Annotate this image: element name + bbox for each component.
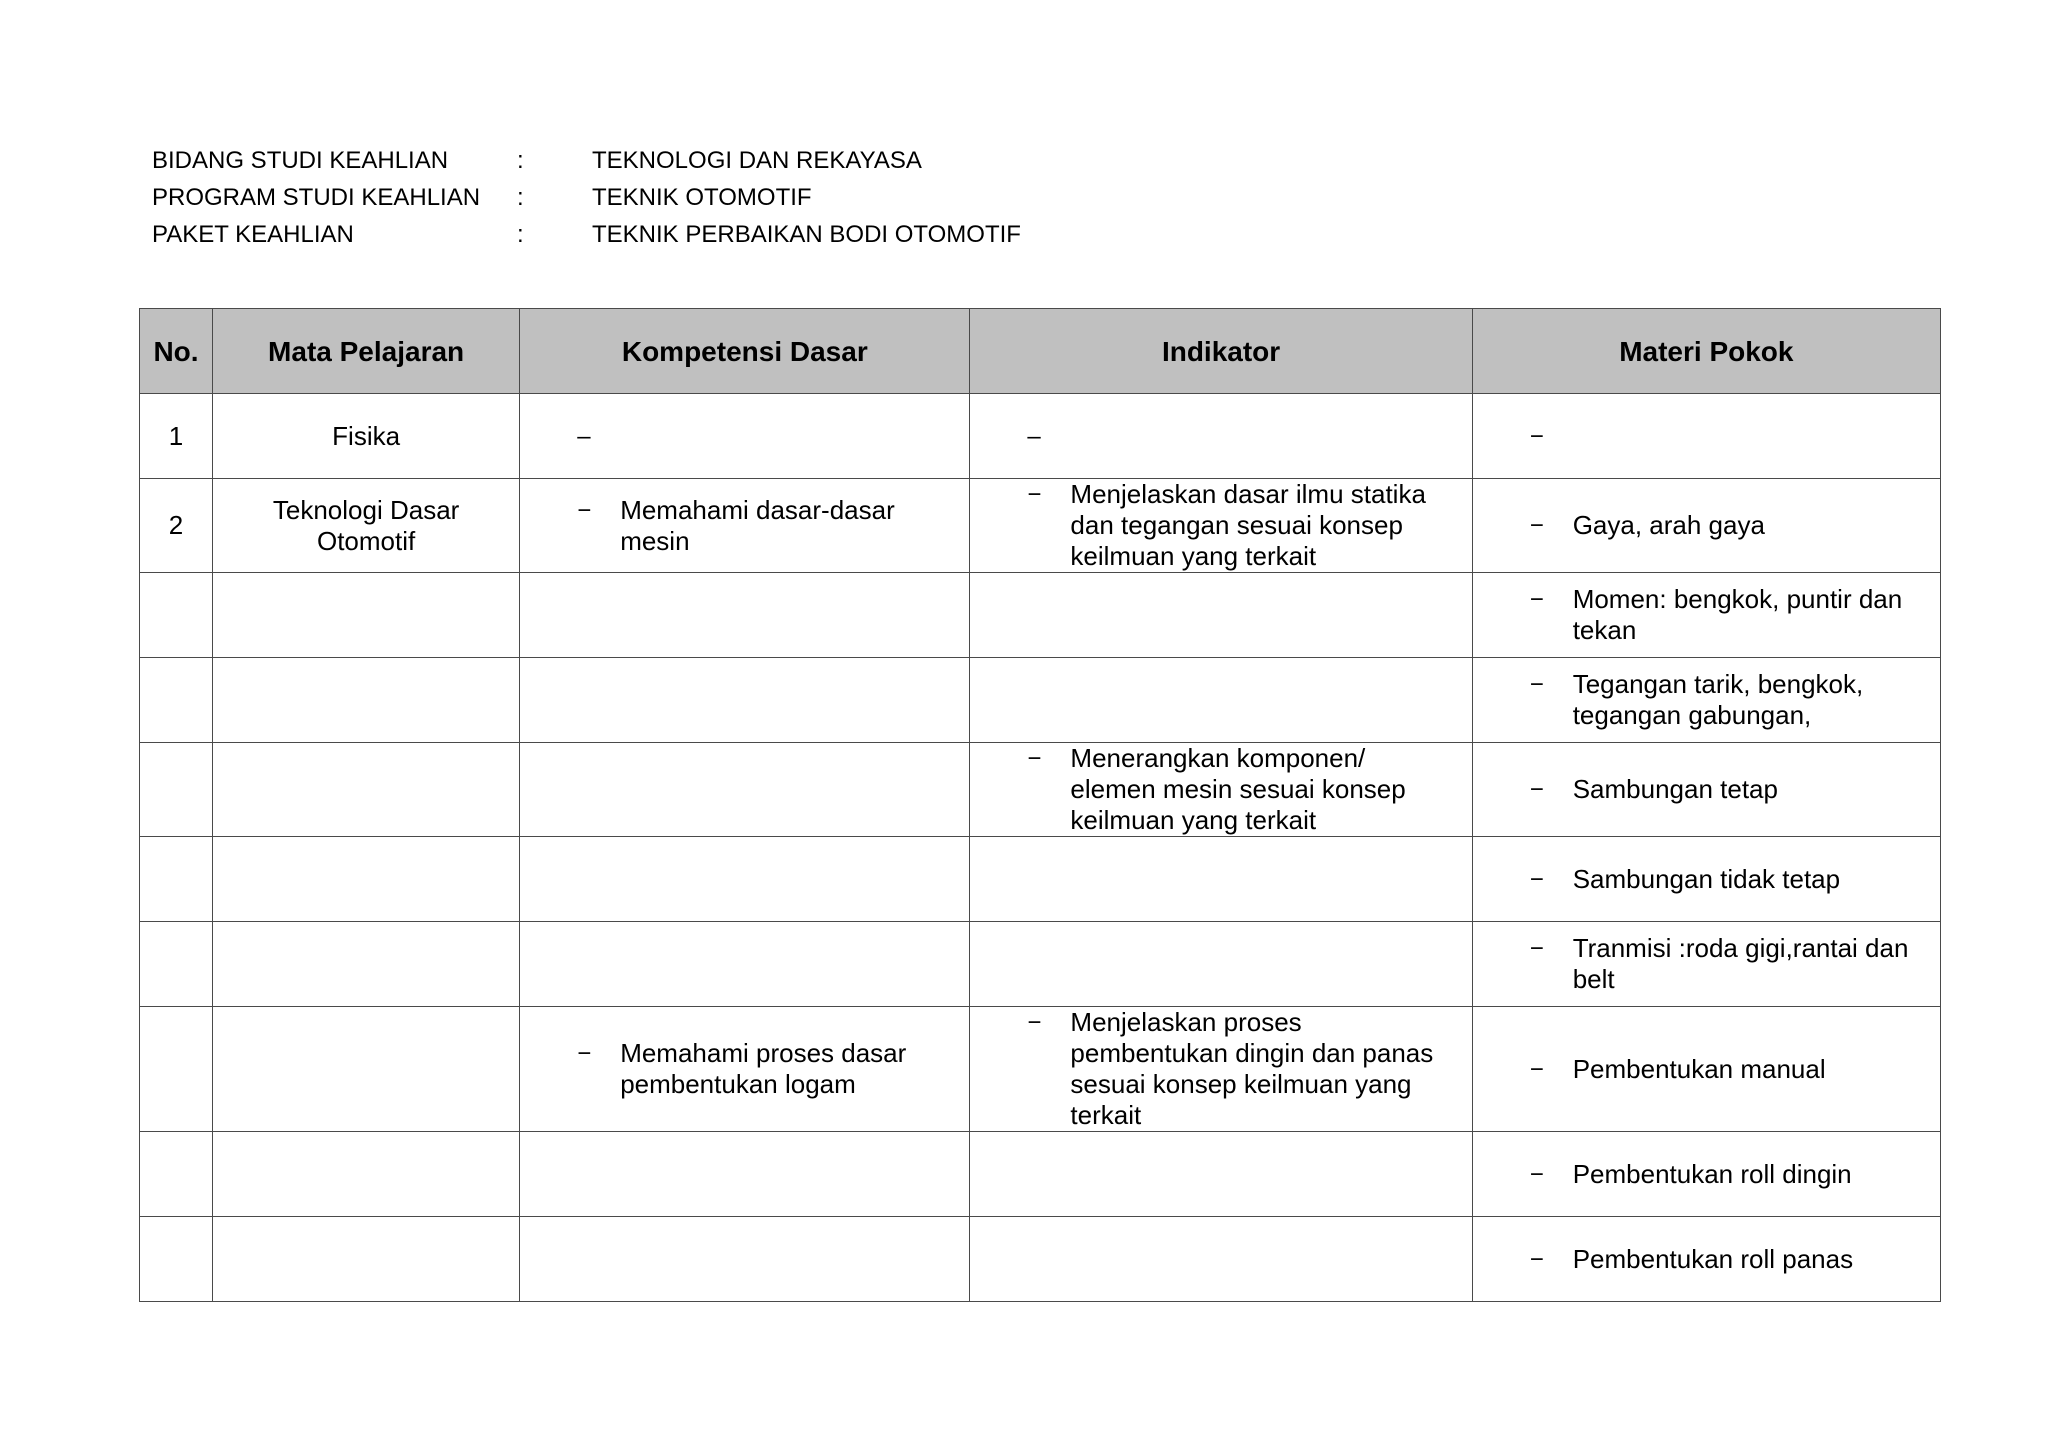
cell-materi [1472, 922, 1940, 1007]
materi-text: Pembentukan roll panas [1572, 1243, 1854, 1274]
curriculum-table [139, 308, 1941, 1302]
header-label: BIDANG STUDI KEAHLIAN [152, 147, 449, 174]
dash-marker: − [1529, 776, 1544, 803]
cell-kd [520, 479, 970, 573]
kd-text: Memahami dasar-dasar mesin [620, 494, 895, 556]
cell-no [140, 837, 213, 922]
dash-marker: − [1027, 1009, 1042, 1036]
table-row [140, 1217, 1941, 1302]
ind-text: Menjelaskan proses pembentukan dingin dan panas sesuai konsep keilmuan yang terkait [1070, 1007, 1434, 1130]
cell-mapel [213, 573, 520, 658]
table-row [140, 479, 1941, 573]
mapel-text: Fisika [332, 420, 401, 451]
cell-mapel [213, 1217, 520, 1302]
dash-marker: − [577, 1040, 592, 1067]
dash-marker: − [1529, 512, 1544, 539]
header-label: PAKET KEAHLIAN [152, 221, 354, 248]
cell-ind [970, 394, 1472, 479]
ind-text: Menerangkan komponen/ elemen mesin sesuai konsep keilmuan yang terkait [1070, 743, 1406, 835]
materi-text: Sambungan tetap [1572, 774, 1778, 804]
cell-materi [1472, 658, 1940, 743]
materi-text: Sambungan tidak tetap [1572, 863, 1841, 894]
cell-kd [520, 743, 970, 837]
kd-text: Memahami proses dasar pembentukan logam [620, 1038, 907, 1099]
dash-marker: − [1027, 481, 1042, 508]
cell-kd [520, 922, 970, 1007]
cell-no [140, 922, 213, 1007]
dash-marker: − [1529, 1055, 1544, 1083]
materi-text: Pembentukan roll dingin [1572, 1158, 1852, 1189]
header-kompetensi-dasar: Kompetensi Dasar [520, 309, 970, 394]
cell-no [140, 1217, 213, 1302]
cell-mapel [213, 922, 520, 1007]
cell-no [140, 743, 213, 837]
dash-marker: − [1529, 1245, 1544, 1273]
header-value: TEKNIK OTOMOTIF [592, 184, 812, 211]
cell-materi [1472, 1217, 1940, 1302]
table-row [140, 743, 1941, 837]
table-row [140, 394, 1941, 479]
cell-kd [520, 573, 970, 658]
cell-ind [970, 1007, 1472, 1132]
dash-marker: − [1529, 586, 1544, 613]
header-materi-pokok: Materi Pokok [1472, 309, 1940, 394]
cell-materi [1472, 743, 1940, 837]
dash-marker: − [577, 496, 592, 524]
header-label: PROGRAM STUDI KEAHLIAN [152, 184, 481, 211]
cell-ind [970, 573, 1472, 658]
header-mata-pelajaran: Mata Pelajaran [213, 309, 520, 394]
cell-mapel [213, 658, 520, 743]
dash-marker: – [1027, 422, 1041, 450]
cell-ind [970, 1217, 1472, 1302]
cell-materi [1472, 573, 1940, 658]
cell-materi [1472, 1132, 1940, 1217]
cell-materi [1472, 479, 1940, 573]
cell-ind [970, 479, 1472, 573]
header-value: TEKNOLOGI DAN REKAYASA [592, 147, 922, 174]
table-row [140, 922, 1941, 1007]
header-colon: : [517, 221, 524, 248]
header-row-program [152, 179, 1021, 216]
cell-mapel [213, 743, 520, 837]
table-row [140, 837, 1941, 922]
cell-mapel [213, 1007, 520, 1132]
header-indikator: Indikator [970, 309, 1472, 394]
document-header [152, 142, 1021, 253]
dash-marker: – [577, 422, 591, 450]
mapel-text: Teknologi Dasar Otomotif [272, 494, 460, 556]
dash-marker: − [1529, 422, 1544, 450]
cell-no [140, 573, 213, 658]
cell-mapel [213, 837, 520, 922]
cell-kd [520, 658, 970, 743]
materi-text: Gaya, arah gaya [1572, 510, 1765, 540]
materi-text: Tranmisi :roda gigi,rantai dan belt [1572, 933, 1909, 994]
cell-no: 2 [140, 479, 213, 573]
cell-materi [1472, 837, 1940, 922]
table-row [140, 1132, 1941, 1217]
header-no: No. [140, 309, 213, 394]
header-colon: : [517, 184, 524, 211]
materi-text: Tegangan tarik, bengkok, tegangan gabungan, [1572, 669, 1864, 730]
header-colon: : [517, 147, 524, 174]
cell-mapel [213, 479, 520, 573]
dash-marker: − [1027, 745, 1042, 772]
table-header-row [140, 309, 1941, 394]
cell-ind [970, 743, 1472, 837]
cell-kd [520, 1007, 970, 1132]
table-row [140, 658, 1941, 743]
cell-ind [970, 1132, 1472, 1217]
cell-no [140, 658, 213, 743]
dash-marker: − [1529, 671, 1544, 698]
cell-kd [520, 394, 970, 479]
dash-marker: − [1529, 935, 1544, 962]
cell-materi [1472, 394, 1940, 479]
cell-kd [520, 837, 970, 922]
materi-text: Pembentukan manual [1572, 1053, 1826, 1084]
cell-kd [520, 1132, 970, 1217]
dash-marker: − [1529, 1160, 1544, 1188]
cell-ind [970, 922, 1472, 1007]
cell-mapel [213, 394, 520, 479]
cell-ind [970, 837, 1472, 922]
cell-mapel [213, 1132, 520, 1217]
header-value: TEKNIK PERBAIKAN BODI OTOMOTIF [592, 221, 1021, 248]
header-row-bidang [152, 142, 1021, 179]
cell-kd [520, 1217, 970, 1302]
table-row [140, 573, 1941, 658]
header-row-paket [152, 216, 1021, 253]
ind-text: Menjelaskan dasar ilmu statika dan tegangan sesuai konsep keilmuan yang terkait [1070, 479, 1426, 571]
cell-no [140, 1007, 213, 1132]
dash-marker: − [1529, 865, 1544, 893]
cell-materi [1472, 1007, 1940, 1132]
materi-text: Momen: bengkok, puntir dan tekan [1572, 584, 1903, 645]
table-row [140, 1007, 1941, 1132]
cell-ind [970, 658, 1472, 743]
cell-no [140, 1132, 213, 1217]
cell-no: 1 [140, 394, 213, 479]
